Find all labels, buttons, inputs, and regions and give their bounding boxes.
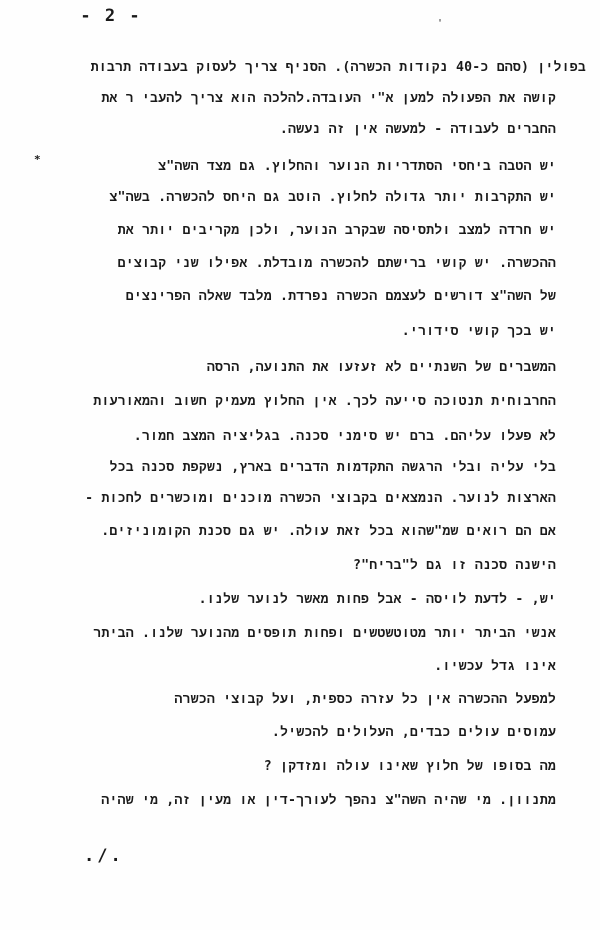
text-line: יש חרדה למצב ולתסיסה שבקרב הנוער, ולכן מקריבים יותר את xyxy=(117,223,556,238)
text-line: הישנה סכנה זו גם ל"בריח"? xyxy=(352,558,556,573)
text-line: יש הטבה ביחסי הסתדריות הנוער והחלוץ. גם מצד השה"צ xyxy=(158,159,556,174)
text-line: למפעל ההכשרה אין כל עזרה כספית, ועל קבוצי הכשרה xyxy=(174,692,556,707)
top-mark: ' xyxy=(437,18,444,29)
text-line: אינו גדל עכשיו. xyxy=(434,659,556,674)
star-mark: * xyxy=(34,153,41,166)
text-line: אנשי הביתר יותר מטוטשטשים ופחות תופסים מהנוער שלנו. הביתר xyxy=(93,626,556,641)
text-line: לא פעלו עליהם. ברם יש סימני סכנה. בגליציה המצב חמור. xyxy=(133,429,556,444)
text-line: יש, - לדעת לויסה - אבל פחות מאשר לנוער שלנו. xyxy=(198,592,556,607)
text-line: הארצות לנוער. הנמצאים בקבוצי הכשרה מוכנים ומוכשרים לחכות - xyxy=(85,491,556,506)
text-line: עמוסים עולים כבדים, העלולים להכשיל. xyxy=(271,725,556,740)
text-line: אם הם רואים שמ"שהוא בכל זאת עולה. יש גם סכנת הקומוניזים. xyxy=(101,524,556,539)
text-line: בלי עליה ובלי הרגשה התקדמות הדברים בארץ, נשקפת סכנה בכל xyxy=(109,460,556,475)
text-line: החרבוחית תנטוכה סייעה לכך. אין החלוץ מעמיק חשוב והמאורעות xyxy=(93,394,556,409)
page-number: - 2 - xyxy=(80,6,142,26)
end-mark: ./. xyxy=(84,846,124,866)
text-line: יש התקרבות יותר גדולה לחלוץ. הוטב גם היחס להכשרה. בשה"צ xyxy=(109,190,556,205)
text-line: ההכשרה. יש קושי ברישתם להכשרה מובדלת. אפילו שני קבוצים xyxy=(117,256,556,271)
text-line: מה בסופו של חלוץ שאינו עולה ומזדקן ? xyxy=(263,759,556,774)
text-line: יש בכך קושי סידורי. xyxy=(401,324,556,339)
text-line: בפולין (סהם כ-40 נקודות הכשרה). הסניף צריך לעסוק בעבודה תרבות xyxy=(90,60,586,75)
text-line: קושה את הפעולה למען א"י העובדה.להלכה הוא צריך להעבי ר את xyxy=(101,91,556,106)
text-line: מתנוון. מי שהיה השה"צ נהפך לעורך-דין או מעין זה, מי שהיה xyxy=(101,793,556,808)
text-line: המשברים של השנתיים לא זעזעו את התנועה, הרסה xyxy=(206,360,556,375)
text-line: של השה"צ דורשים לעצמם הכשרה נפרדת. מלבד שאלה הפרינצים xyxy=(125,289,556,304)
text-line: החברים לעבודה - למעשה אין זה נעשה. xyxy=(279,122,556,137)
